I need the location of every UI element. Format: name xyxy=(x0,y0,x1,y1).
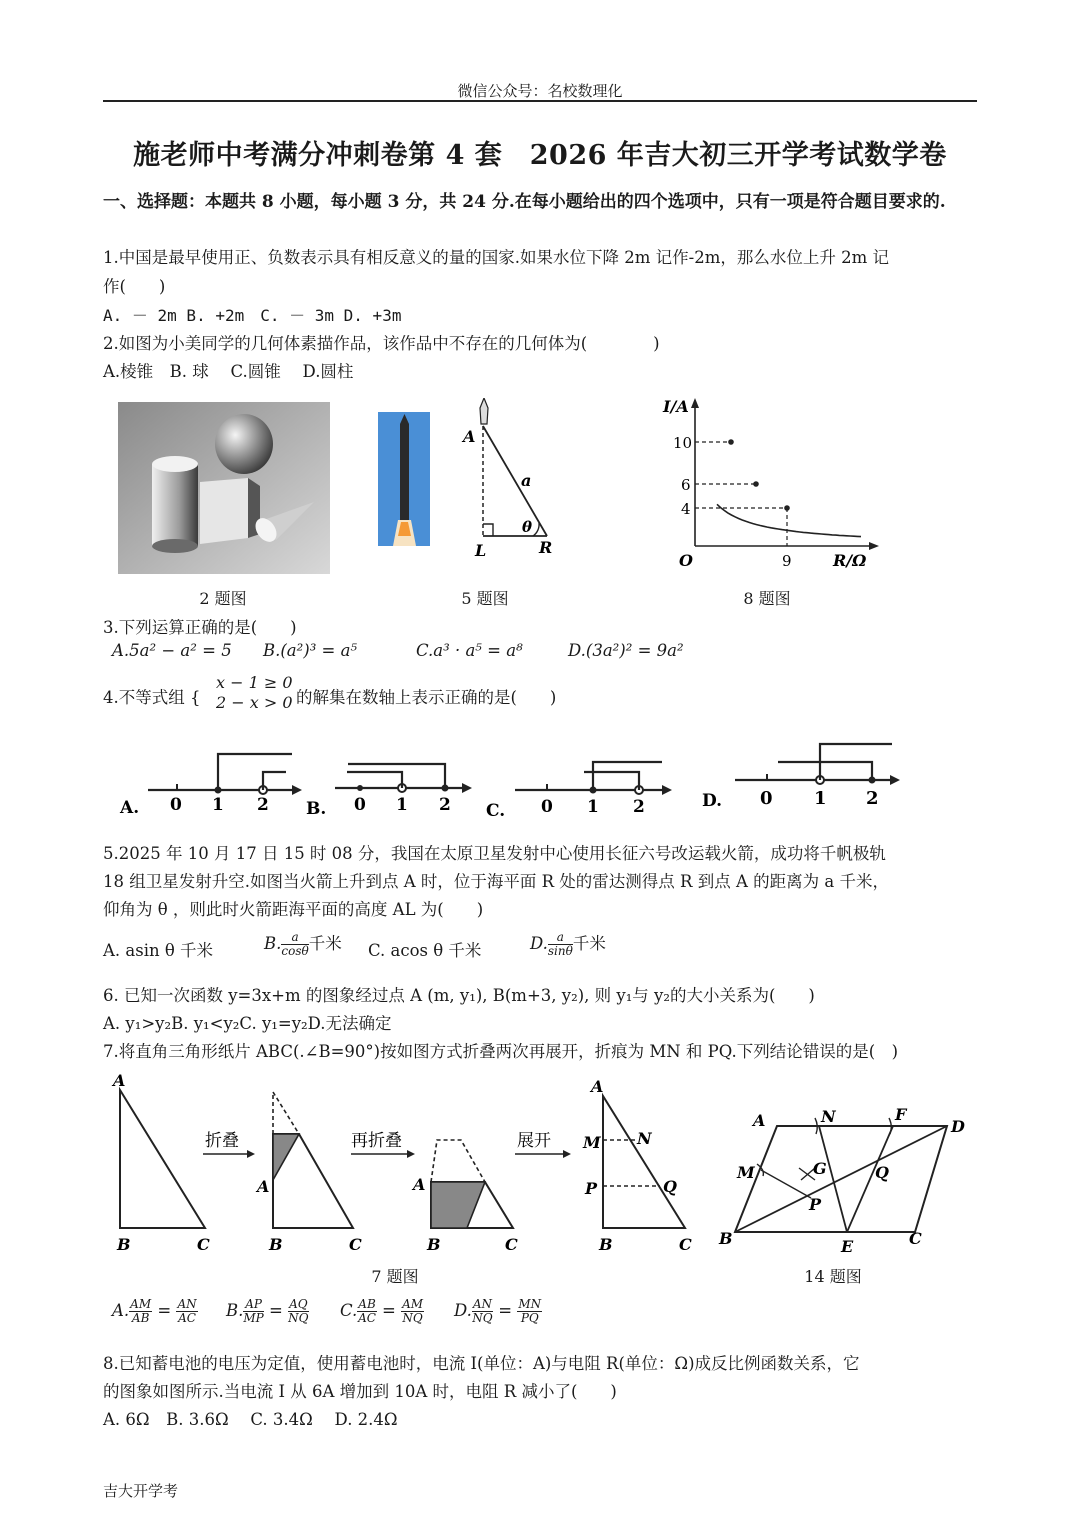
fig8-ylabel: I/A xyxy=(663,397,689,416)
page-footer: 吉大开学考 xyxy=(103,1482,179,1500)
figure-5-rocket-photo xyxy=(378,412,430,546)
q5-stem-line3: 仰角为 θ ，则此时火箭距海平面的高度 AL 为( ) xyxy=(103,900,484,919)
svg-text:C: C xyxy=(679,1235,692,1254)
svg-text:M: M xyxy=(737,1163,755,1182)
svg-text:A: A xyxy=(413,1175,426,1194)
caption-fig7: 7 题图 xyxy=(371,1267,419,1286)
q4-label-a: A. xyxy=(120,798,140,818)
q7-a-frac2: $\frac{AN}{AC}$ xyxy=(177,1297,197,1325)
q1-stem-line2: 作( ) xyxy=(103,277,166,296)
q7-d-frac1: $\frac{AN}{NQ}$ xyxy=(472,1297,493,1325)
fig8-ytick-4: 4 xyxy=(681,500,691,518)
q4-option-c-numberline xyxy=(486,762,672,820)
figure-8-inverse-graph xyxy=(655,394,885,572)
q5-option-d-unit: 千米 xyxy=(572,934,606,953)
q5-stem-line1: 5.2025 年 10 月 17 日 15 时 08 分，我国在太原卫星发射中心使用长征六号改运载火箭，成功将千帆极轨 xyxy=(103,844,886,863)
figure-2-solids-sketch xyxy=(118,402,330,574)
q5-option-c: C. acos θ 千米 xyxy=(368,941,482,960)
q7-c-frac1: $\frac{AB}{AC}$ xyxy=(358,1297,376,1325)
q8-stem-line1: 8.已知蓄电池的电压为定值，使用蓄电池时，电流 I(单位：A)与电阻 R(单位：Ω)成反比例函数关系，它 xyxy=(103,1354,860,1373)
svg-text:A: A xyxy=(257,1177,270,1196)
q4-a-tick-0: 0 xyxy=(170,795,182,815)
header-rule xyxy=(103,100,977,102)
fig5-label-A: A xyxy=(463,427,476,446)
q7-b-frac2: $\frac{AQ}{NQ}$ xyxy=(288,1297,309,1325)
svg-text:A: A xyxy=(113,1071,126,1090)
svg-text:B: B xyxy=(427,1235,441,1254)
q3-option-a: A.5a² − a² = 5 xyxy=(112,641,232,660)
q4-c-tick-0: 0 xyxy=(541,797,553,817)
fig8-ytick-10: 10 xyxy=(673,434,693,452)
q4-a-tick-1: 1 xyxy=(212,795,224,815)
q5-option-d-fraction xyxy=(548,931,573,958)
q3-option-d: D.(3a²)² = 9a² xyxy=(568,641,684,660)
svg-text:C: C xyxy=(197,1235,210,1254)
fig8-ytick-6: 6 xyxy=(681,476,691,494)
svg-text:A: A xyxy=(591,1077,604,1096)
q4-option-d-numberline xyxy=(702,744,900,811)
svg-text:C: C xyxy=(909,1229,922,1248)
q3-option-b: B.(a²)³ = a⁵ xyxy=(263,641,358,660)
caption-fig5: 5 题图 xyxy=(461,589,509,608)
q4-b-tick-0: 0 xyxy=(354,795,366,815)
q4-d-tick-2: 2 xyxy=(866,788,879,809)
fig5-label-R: R xyxy=(539,538,553,557)
q4-label-d: D. xyxy=(702,791,723,811)
svg-text:N: N xyxy=(637,1129,652,1148)
q7-b-prefix: B. xyxy=(226,1301,244,1320)
page-header: 微信公众号：名校数理化 xyxy=(457,82,623,100)
caption-fig8: 8 题图 xyxy=(743,589,791,608)
figure-5-triangle xyxy=(455,398,565,563)
q4-label-b: B. xyxy=(306,799,327,819)
q7-c-frac2: $\frac{AM}{NQ}$ xyxy=(402,1297,424,1325)
caption-fig14: 14 题图 xyxy=(804,1267,862,1286)
q7-option-d: D. $\frac{AN}{NQ}$ = $\frac{MN}{PQ}$ xyxy=(454,1297,542,1325)
q3-stem: 3.下列运算正确的是( ) xyxy=(103,618,297,637)
fig5-label-a: a xyxy=(521,471,532,490)
q4-suffix: 的解集在数轴上表示正确的是( ) xyxy=(296,688,557,707)
svg-text:Q: Q xyxy=(875,1163,889,1182)
q7-option-c: C. $\frac{AB}{AC}$ = $\frac{AM}{NQ}$ xyxy=(340,1297,424,1325)
svg-text:E: E xyxy=(841,1237,854,1256)
q1-stem-line1: 1.中国是最早使用正、负数表示具有相反意义的量的国家.如果水位下降 2m 记作-2m，那么水位上升 2m 记 xyxy=(103,248,889,267)
q8-stem-line2: 的图象如图所示.当电流 I 从 6A 增加到 10A 时，电阻 R 减小了( ) xyxy=(103,1382,617,1401)
q5-option-d-prefix: D. xyxy=(530,934,548,953)
page-title: 施老师中考满分冲刺卷第 4 套 2026 年吉大初三开学考试数学卷 xyxy=(133,140,947,171)
q4-d-tick-1: 1 xyxy=(814,788,827,809)
q4-b-tick-2: 2 xyxy=(439,795,451,815)
fig7-step-fold: 折叠 xyxy=(205,1131,239,1151)
figure-7-folding xyxy=(105,1068,975,1288)
q4-option-a-numberline xyxy=(119,754,302,818)
svg-text:P: P xyxy=(585,1179,598,1198)
fig5-label-L: L xyxy=(475,541,487,560)
svg-text:B: B xyxy=(599,1235,613,1254)
q5-stem-line2: 18 组卫星发射升空.如图当火箭上升到点 A 时，位于海平面 R 处的雷达测得点 R 到点 A 的距离为 a 千米， xyxy=(103,872,889,891)
fig8-origin: O xyxy=(679,551,693,570)
q2-options: A.棱锥 B. 球 C.圆锥 D.圆柱 xyxy=(103,362,354,381)
fig5-label-theta: θ xyxy=(522,518,533,536)
svg-text:B: B xyxy=(117,1235,131,1254)
svg-text:A: A xyxy=(753,1111,766,1130)
q8-options: A. 6Ω B. 3.6Ω C. 3.4Ω D. 2.4Ω xyxy=(103,1410,398,1429)
q5-option-b-num: a xyxy=(281,931,308,945)
q4-c-tick-1: 1 xyxy=(587,797,599,817)
q5-option-d-num: a xyxy=(548,931,573,945)
fig7-step-refold: 再折叠 xyxy=(351,1131,402,1151)
q7-a-prefix: A. xyxy=(112,1301,130,1320)
q7-option-a: A. $\frac{AM}{AB}$ = $\frac{AN}{AC}$ xyxy=(112,1297,197,1325)
q4-b-tick-1: 1 xyxy=(396,795,408,815)
svg-text:M: M xyxy=(583,1133,601,1152)
svg-text:B: B xyxy=(269,1235,283,1254)
q5-option-b-prefix: B. xyxy=(264,934,282,953)
svg-text:N: N xyxy=(821,1107,836,1126)
q4-inequality-2: 2 − x > 0 xyxy=(216,693,293,712)
q4-c-tick-2: 2 xyxy=(633,797,645,817)
svg-text:F: F xyxy=(895,1105,907,1124)
q1-options: A. － 2m B. +2m C. － 3m D. +3m xyxy=(103,306,402,325)
q2-stem: 2.如图为小美同学的几何体素描作品，该作品中不存在的几何体为( ) xyxy=(103,334,660,353)
q7-stem: 7.将直角三角形纸片 ABC(.∠B=90°)按如图方式折叠两次再展开，折痕为 MN 和 PQ.下列结论错误的是( ) xyxy=(103,1042,899,1061)
q4-a-tick-2: 2 xyxy=(257,795,269,815)
q7-d-prefix: D. xyxy=(454,1301,472,1320)
svg-text:D: D xyxy=(951,1117,965,1136)
q5-option-d xyxy=(530,930,606,958)
q4-number-lines xyxy=(110,738,1010,820)
q4-system xyxy=(216,673,293,713)
q5-option-b xyxy=(264,930,342,958)
q6-options: A. y₁>y₂B. y₁<y₂C. y₁=y₂D.无法确定 xyxy=(103,1014,392,1033)
q7-option-b: B. $\frac{AP}{MP}$ = $\frac{AQ}{NQ}$ xyxy=(226,1297,309,1325)
q5-option-a: A. asin θ 千米 xyxy=(103,941,214,960)
q4-option-b-numberline xyxy=(306,764,472,819)
q4-label-c: C. xyxy=(486,801,506,820)
q3-option-c: C.a³ · a⁵ = a⁸ xyxy=(416,641,523,660)
q6-stem: 6. 已知一次函数 y=3x+m 的图象经过点 A (m, y₁), B(m+3, y₂), 则 y₁与 y₂的大小关系为( ) xyxy=(103,986,815,1005)
svg-text:G: G xyxy=(813,1159,827,1178)
svg-text:C: C xyxy=(505,1235,518,1254)
caption-fig2: 2 题图 xyxy=(199,589,247,608)
fig7-step-unfold: 展开 xyxy=(517,1131,551,1151)
svg-text:P: P xyxy=(809,1195,822,1214)
fig8-xtick-9: 9 xyxy=(782,552,792,570)
svg-text:C: C xyxy=(349,1235,362,1254)
q7-d-frac2: $\frac{MN}{PQ}$ xyxy=(518,1297,542,1325)
q4-d-tick-0: 0 xyxy=(760,788,773,809)
q7-a-frac1: $\frac{AM}{AB}$ xyxy=(130,1297,152,1325)
q7-c-prefix: C. xyxy=(340,1301,358,1320)
q5-option-b-unit: 千米 xyxy=(308,934,342,953)
q4-prefix: 4.不等式组 { xyxy=(103,688,201,707)
section-heading: 一、选择题：本题共 8 小题，每小题 3 分，共 24 分.在每小题给出的四个选项中，只有一项是符合题目要求的. xyxy=(103,192,946,212)
svg-text:Q: Q xyxy=(663,1177,677,1196)
q4-inequality-1: x − 1 ≥ 0 xyxy=(216,673,293,692)
q7-b-frac1: $\frac{AP}{MP}$ xyxy=(243,1297,264,1325)
q5-option-b-den: cosθ xyxy=(281,944,309,958)
fig8-xlabel: R/Ω xyxy=(833,551,867,570)
svg-text:B: B xyxy=(719,1229,733,1248)
q5-option-d-den: sinθ xyxy=(547,944,573,958)
q5-option-b-fraction xyxy=(281,931,308,958)
